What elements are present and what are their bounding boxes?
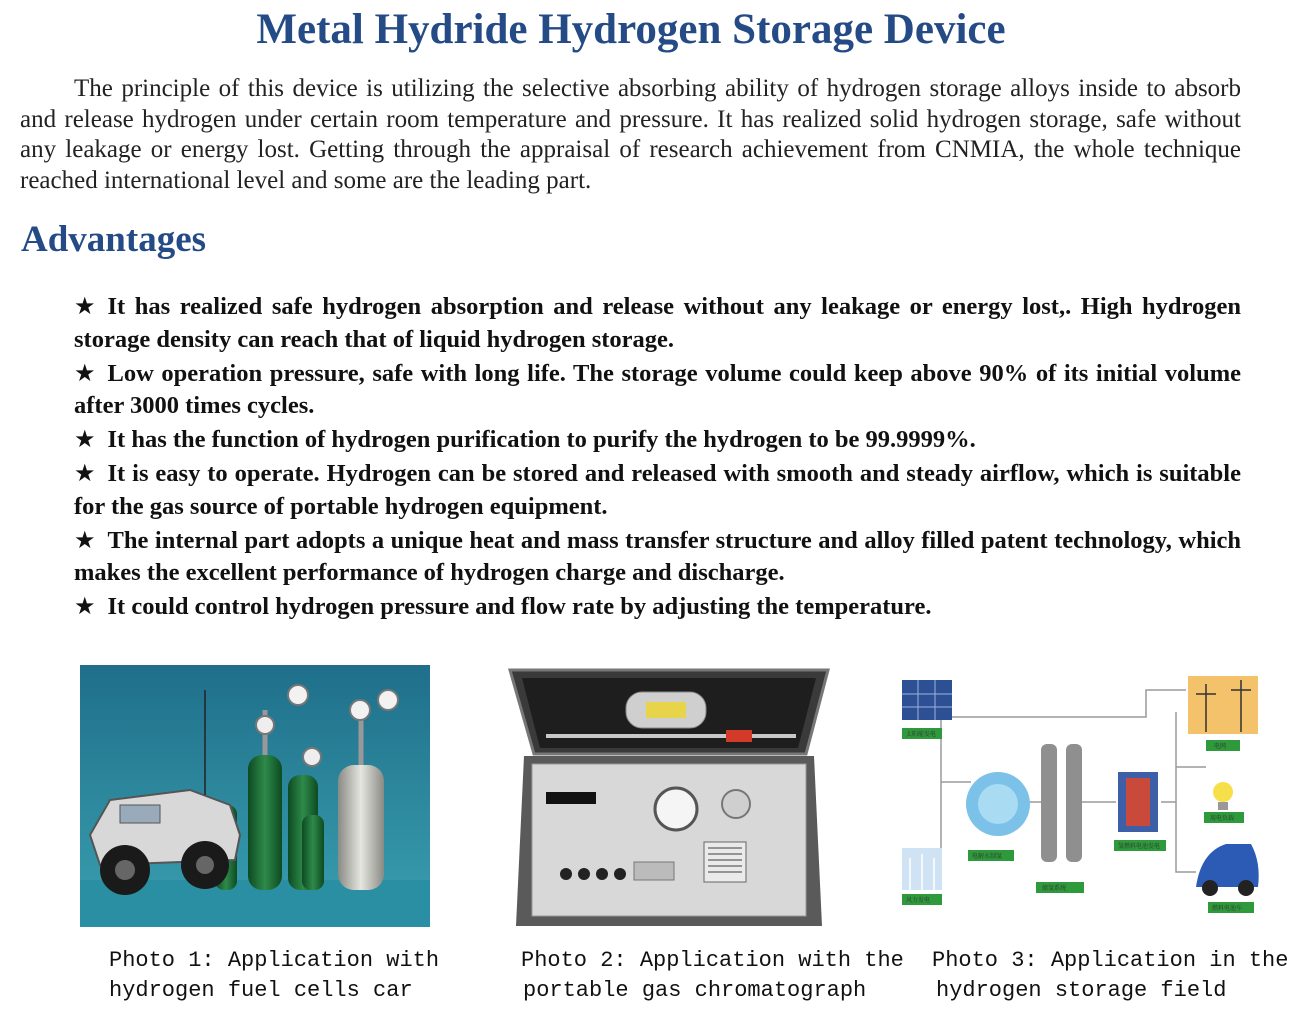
- wind-label: 风力发电: [906, 897, 931, 904]
- storage-field-diagram: [896, 672, 1261, 922]
- star-icon: ★: [74, 292, 96, 320]
- star-icon: ★: [74, 525, 96, 554]
- advantage-item: ★ It could control hydrogen pressure and flow rate by adjusting the temperature.: [74, 590, 1241, 624]
- advantages-list: [74, 290, 1241, 624]
- advantage-item: ★ It is easy to operate. Hydrogen can be stored and released with smooth and steady airflow, which is suitable for the gas source of portable hydrogen equipment.: [74, 458, 1241, 520]
- star-icon: ★: [74, 592, 96, 621]
- photo-1-caption: Photo 1: Application with hydrogen fuel cells car: [109, 948, 440, 1003]
- storage-label: 储氢系统: [1042, 885, 1067, 892]
- electrolysis-label: 电解水制氢: [972, 853, 1003, 860]
- advantage-item: ★ Low operation pressure, safe with long life. The storage volume could keep above 90% of its initial volume after 3000 times cycles.: [74, 358, 1241, 420]
- fuel-cell-label: 氢燃料电池发电: [1118, 843, 1161, 850]
- advantages-heading: Advantages: [21, 219, 207, 260]
- advantage-item: ★ It has the function of hydrogen purification to purify the hydrogen to be 99.9999%.: [74, 423, 1241, 457]
- advantage-item: ★ It has realized safe hydrogen absorption and release without any leakage or energy lost,. High hydrogen storage density can reach that of liquid hydrogen storage.: [74, 292, 1241, 353]
- intro-paragraph: The principle of this device is utilizing the selective absorbing ability of hydrogen storage alloys inside to absorb and release hydrogen under certain room temperature and pressure. It has realized solid hydrogen storage, safe without any leakage or energy lost. Getting through the appraisal of research achievement from CNMIA, the whole technique reached international level and some are the leading part.: [20, 75, 1241, 194]
- fuel-cell-car-photo: [80, 665, 430, 927]
- photo-2-caption: Photo 2: Application with the portable gas chromatograph: [521, 948, 904, 1003]
- photo-3-caption: Photo 3: Application in the hydrogen storage field: [932, 948, 1289, 1003]
- gas-chromatograph-photo: [506, 664, 832, 930]
- load-label: 用电负载: [1210, 815, 1235, 822]
- star-icon: ★: [74, 358, 96, 387]
- star-icon: ★: [74, 458, 96, 487]
- ev-label: 燃料电池车: [1212, 905, 1243, 912]
- page-title: Metal Hydride Hydrogen Storage Device: [256, 6, 1006, 53]
- advantage-item: ★ The internal part adopts a unique heat and mass transfer structure and alloy filled patent technology, which makes the excellent performance of hydrogen charge and discharge.: [74, 525, 1241, 587]
- solar-label: 太阳能发电: [906, 731, 937, 738]
- star-icon: ★: [74, 425, 96, 454]
- grid-label: 电网: [1214, 743, 1227, 750]
